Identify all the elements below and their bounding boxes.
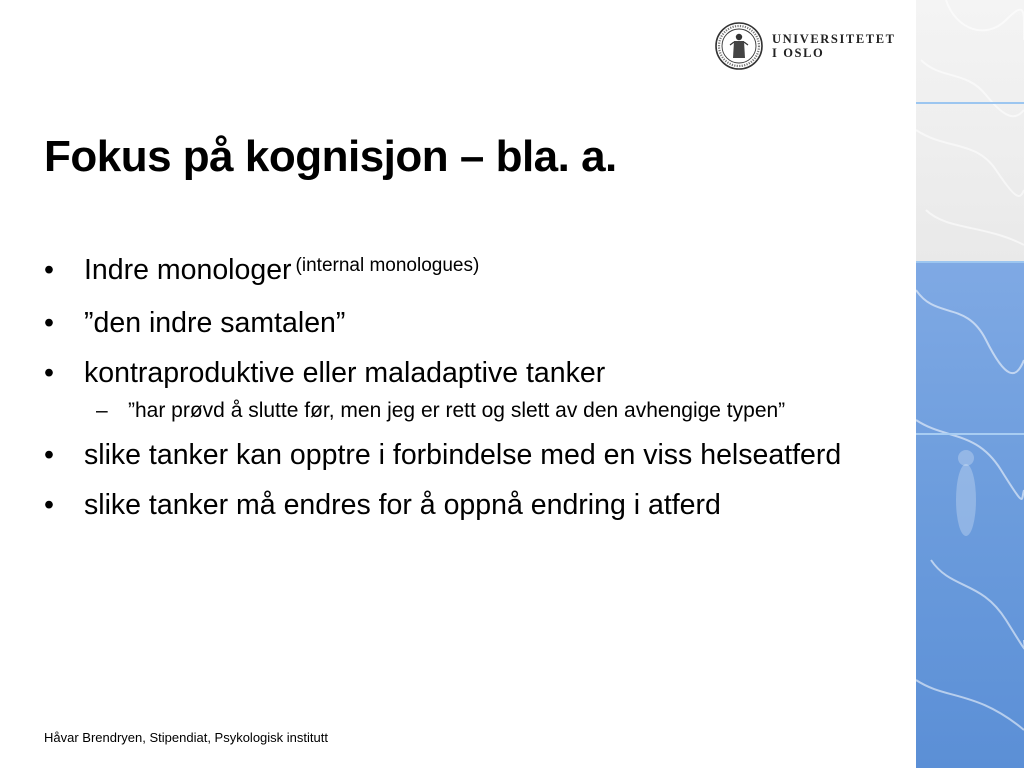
wordmark-line-1: UNIVERSITETET xyxy=(772,32,896,46)
bullet-marker: • xyxy=(44,254,54,286)
bullet-text: slike tanker kan opptre i forbindelse med en viss helseatferd xyxy=(84,439,842,471)
university-wordmark xyxy=(772,32,896,60)
university-seal-icon xyxy=(714,21,764,71)
sub-bullet-item xyxy=(44,397,868,425)
wordmark-line-2: I OSLO xyxy=(772,46,825,60)
bullet-item xyxy=(44,305,894,342)
bullet-marker: • xyxy=(44,357,54,389)
sub-bullet-text: ”har prøvd å slutte før, men jeg er rett og slett av den avhengige typen” xyxy=(128,399,786,422)
bullet-text: kontraproduktive eller maladaptive tanker xyxy=(84,357,606,389)
bullet-text: ”den indre samtalen” xyxy=(84,307,346,339)
bullet-item xyxy=(44,355,894,392)
bullet-text: Indre monologer xyxy=(84,254,292,286)
bullet-marker: • xyxy=(44,307,54,339)
bullet-marker: • xyxy=(44,489,54,521)
bullet-item xyxy=(44,252,894,292)
dash-marker: – xyxy=(96,399,108,422)
bullet-item xyxy=(44,437,894,474)
sidebar-sculpture-graphic xyxy=(916,0,1024,768)
bullet-item xyxy=(44,487,894,524)
decorative-sidebar xyxy=(916,0,1024,768)
bullet-marker: • xyxy=(44,439,54,471)
slide-footer: Håvar Brendryen, Stipendiat, Psykologisk institutt xyxy=(44,730,328,745)
bullet-list xyxy=(44,252,894,537)
bullet-text: slike tanker må endres for å oppnå endring i atferd xyxy=(84,489,721,521)
bullet-note: (internal monologues) xyxy=(295,255,480,276)
university-logo xyxy=(714,20,896,72)
slide-title: Fokus på kognisjon – bla. a. xyxy=(44,132,617,181)
